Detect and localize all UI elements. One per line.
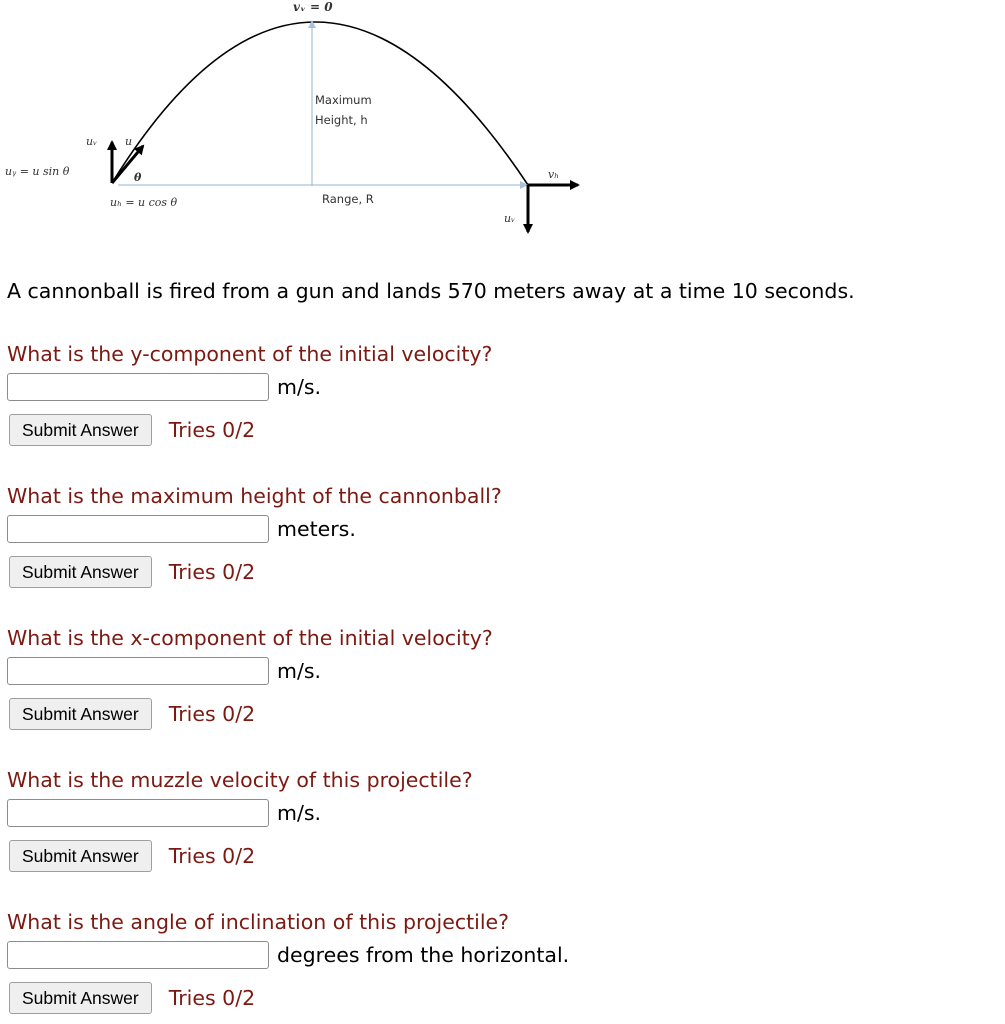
- unit-label: m/s.: [277, 659, 322, 683]
- submit-answer-button[interactable]: Submit Answer: [9, 414, 152, 446]
- question-block: [7, 765, 707, 875]
- unit-label: m/s.: [277, 801, 322, 825]
- tries-counter: Tries 0/2: [168, 986, 256, 1010]
- question-block: [7, 623, 707, 733]
- max-height-label-line2: Height, h: [315, 113, 368, 127]
- uv-label: uᵥ: [86, 135, 98, 148]
- unit-label: m/s.: [277, 375, 322, 399]
- max-height-label-line1: Maximum: [315, 93, 372, 107]
- answer-row: [7, 511, 707, 547]
- unit-label: degrees from the horizontal.: [277, 943, 570, 967]
- answer-input[interactable]: [7, 515, 269, 543]
- theta-label: θ: [134, 171, 142, 184]
- problem-statement: A cannonball is fired from a gun and lands 570 meters away at a time 10 seconds.: [7, 279, 855, 303]
- projectile-diagram: [0, 0, 600, 240]
- u-label: u: [125, 135, 133, 148]
- question-block: [7, 481, 707, 591]
- answer-input[interactable]: [7, 373, 269, 401]
- submit-row: [7, 695, 707, 733]
- submit-row: [7, 411, 707, 449]
- answer-input[interactable]: [7, 941, 269, 969]
- question-block: [7, 907, 707, 1017]
- unit-label: meters.: [277, 517, 356, 541]
- uh-equation-label: uₕ = u cos θ: [110, 196, 178, 209]
- range-label: Range, R: [322, 192, 374, 206]
- uv-final-label: uᵥ: [504, 212, 516, 225]
- tries-counter: Tries 0/2: [168, 702, 256, 726]
- tries-counter: Tries 0/2: [168, 560, 256, 584]
- question-text: What is the x-component of the initial velocity?: [7, 626, 493, 650]
- question-text: What is the y-component of the initial velocity?: [7, 342, 493, 366]
- submit-row: [7, 553, 707, 591]
- question-block: [7, 339, 707, 449]
- answer-row: [7, 795, 707, 831]
- apex-velocity-label: vᵥ = 0: [293, 0, 333, 14]
- answer-row: [7, 937, 707, 973]
- question-text: What is the muzzle velocity of this projectile?: [7, 768, 473, 792]
- vh-label: vₕ: [548, 168, 559, 181]
- submit-answer-button[interactable]: Submit Answer: [9, 840, 152, 872]
- uy-equation-label: uᵧ = u sin θ: [5, 165, 70, 178]
- tries-counter: Tries 0/2: [168, 418, 256, 442]
- submit-answer-button[interactable]: Submit Answer: [9, 556, 152, 588]
- question-text: What is the maximum height of the cannonball?: [7, 484, 502, 508]
- answer-input[interactable]: [7, 799, 269, 827]
- submit-answer-button[interactable]: Submit Answer: [9, 698, 152, 730]
- answer-input[interactable]: [7, 657, 269, 685]
- question-text: What is the angle of inclination of this projectile?: [7, 910, 510, 934]
- submit-answer-button[interactable]: Submit Answer: [9, 982, 152, 1014]
- submit-row: [7, 979, 707, 1017]
- tries-counter: Tries 0/2: [168, 844, 256, 868]
- answer-row: [7, 653, 707, 689]
- submit-row: [7, 837, 707, 875]
- answer-row: [7, 369, 707, 405]
